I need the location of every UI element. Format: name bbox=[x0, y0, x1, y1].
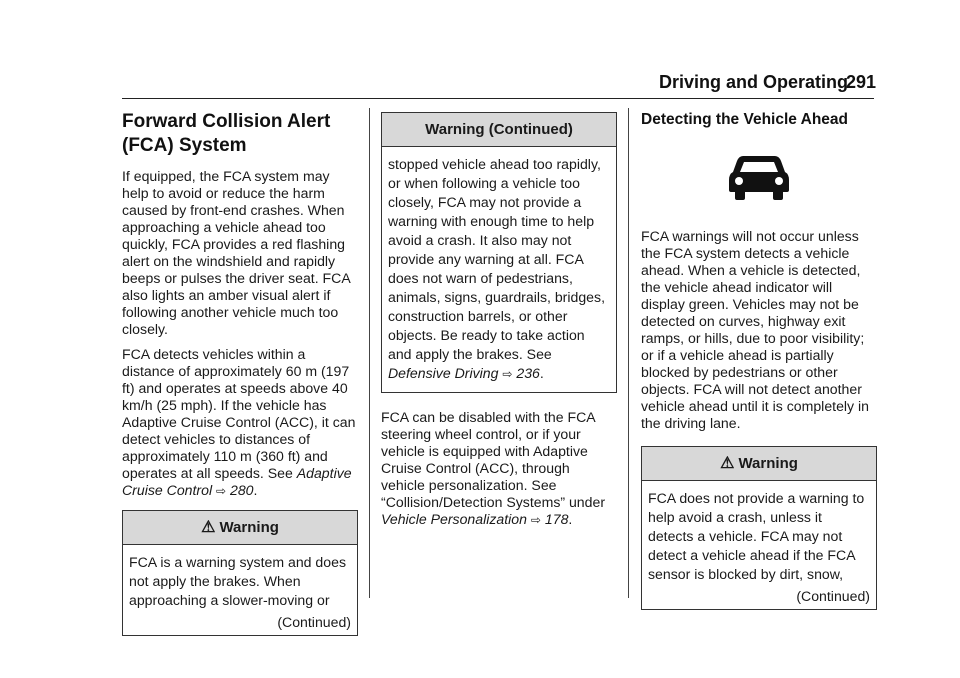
warning-heading: Warning bbox=[738, 455, 798, 472]
warning-triangle-icon: ⚠ bbox=[720, 455, 735, 472]
warning-body: FCA does not provide a warning to help avoid a crash, unless it detects a vehicle. FCA may not detect a vehicle ahead if the FCA sensor is blocked by dirt, snow, bbox=[648, 490, 865, 582]
cross-reference-arrow-icon: ⇨ bbox=[216, 484, 227, 498]
sentence-period: . bbox=[568, 511, 573, 527]
warning-heading: Warning bbox=[219, 519, 279, 536]
warning-body-text: stopped vehicle ahead too rapidly, or when following a vehicle too closely, FCA may not provide a warning with enough time to help avoid a crash. It also may not provide any warning at all. FCA does not warn of pedestrians, animals, signs, guardrails, bridges, construction barrels, or other objects. Be ready to take action and apply the brakes. See bbox=[388, 156, 605, 362]
cross-reference-page[interactable]: 236 bbox=[516, 365, 540, 381]
column-1 bbox=[122, 108, 358, 636]
subsection-title: Detecting the Vehicle Ahead bbox=[641, 111, 849, 128]
cross-reference-arrow-icon: ⇨ bbox=[502, 367, 513, 381]
running-header-title: Driving and Operating bbox=[658, 72, 848, 92]
warning-body bbox=[382, 147, 616, 392]
warning-header bbox=[642, 447, 876, 481]
cross-reference-link[interactable]: Defensive Driving bbox=[388, 365, 499, 381]
detection-paragraph bbox=[122, 346, 358, 500]
column-3 bbox=[641, 108, 877, 610]
warning-continued: (Continued) bbox=[277, 614, 351, 630]
header-rule bbox=[122, 98, 874, 99]
cross-reference-link[interactable]: Vehicle Personalization bbox=[381, 511, 527, 527]
cross-reference-page[interactable]: 178 bbox=[544, 511, 569, 527]
warning-header bbox=[123, 511, 357, 545]
warning-continued: (Continued) bbox=[796, 588, 870, 604]
column-2 bbox=[381, 108, 617, 537]
detecting-paragraph: FCA warnings will not occur unless the FCA system detects a vehicle ahead. When a vehicle is detected, the vehicle ahead indicator will display green. Vehicles may not be detected on curves, highway exit ramps, or hills, due to poor visibility; or if a vehicle ahead is partially blocked by pedestrians or other objects. FCA will not detect another vehicle ahead until it is completely in the driving lane. bbox=[641, 228, 869, 431]
vehicle-ahead-icon-container bbox=[641, 152, 877, 200]
sentence-period: . bbox=[253, 482, 258, 498]
warning-body: FCA is a warning system and does not apply the brakes. When approaching a slower-moving or bbox=[129, 554, 346, 608]
detection-paragraph-text: FCA detects vehicles within a distance of approximately 60 m (197 ft) and operates at speeds above 40 km/h (25 mph). If the vehicle has Adaptive Cruise Control (ACC), it can detect vehicles to distances of approximately 110 m (360 ft) and operates at all speeds. See bbox=[122, 346, 356, 481]
warning-box bbox=[122, 510, 358, 636]
column-divider-1 bbox=[369, 108, 370, 598]
section-title-line2: (FCA) System bbox=[122, 135, 247, 156]
page-number: 291 bbox=[846, 72, 877, 92]
cross-reference-link[interactable]: Adaptive Cruise Control bbox=[122, 465, 352, 498]
warning-box-continued bbox=[381, 112, 617, 393]
warning-triangle-icon: ⚠ bbox=[201, 519, 216, 536]
cross-reference-page[interactable]: 280 bbox=[229, 482, 254, 498]
sentence-period: . bbox=[539, 365, 544, 381]
warning-header: Warning (Continued) bbox=[382, 113, 616, 147]
disable-paragraph-text: FCA can be disabled with the FCA steering wheel control, or if your vehicle is equipped with Adaptive Cruise Control (ACC), through vehicle personalization. See “Collision/Detection Systems” under bbox=[381, 409, 606, 510]
column-divider-2 bbox=[628, 108, 629, 598]
section-title-line1: Forward Collision Alert bbox=[122, 111, 331, 132]
vehicle-ahead-icon bbox=[729, 152, 789, 200]
section-title bbox=[122, 110, 358, 158]
intro-paragraph: If equipped, the FCA system may help to avoid or reduce the harm caused by front-end crashes. When approaching a vehicle ahead too quickly, FCA provides a red flashing alert on the windshield and rapidly beeps or pulses the driver seat. FCA also lights an amber visual alert if following another vehicle much too closely. bbox=[122, 168, 350, 337]
warning-box bbox=[641, 446, 877, 610]
disable-paragraph bbox=[381, 409, 617, 529]
cross-reference-arrow-icon: ⇨ bbox=[530, 513, 541, 527]
